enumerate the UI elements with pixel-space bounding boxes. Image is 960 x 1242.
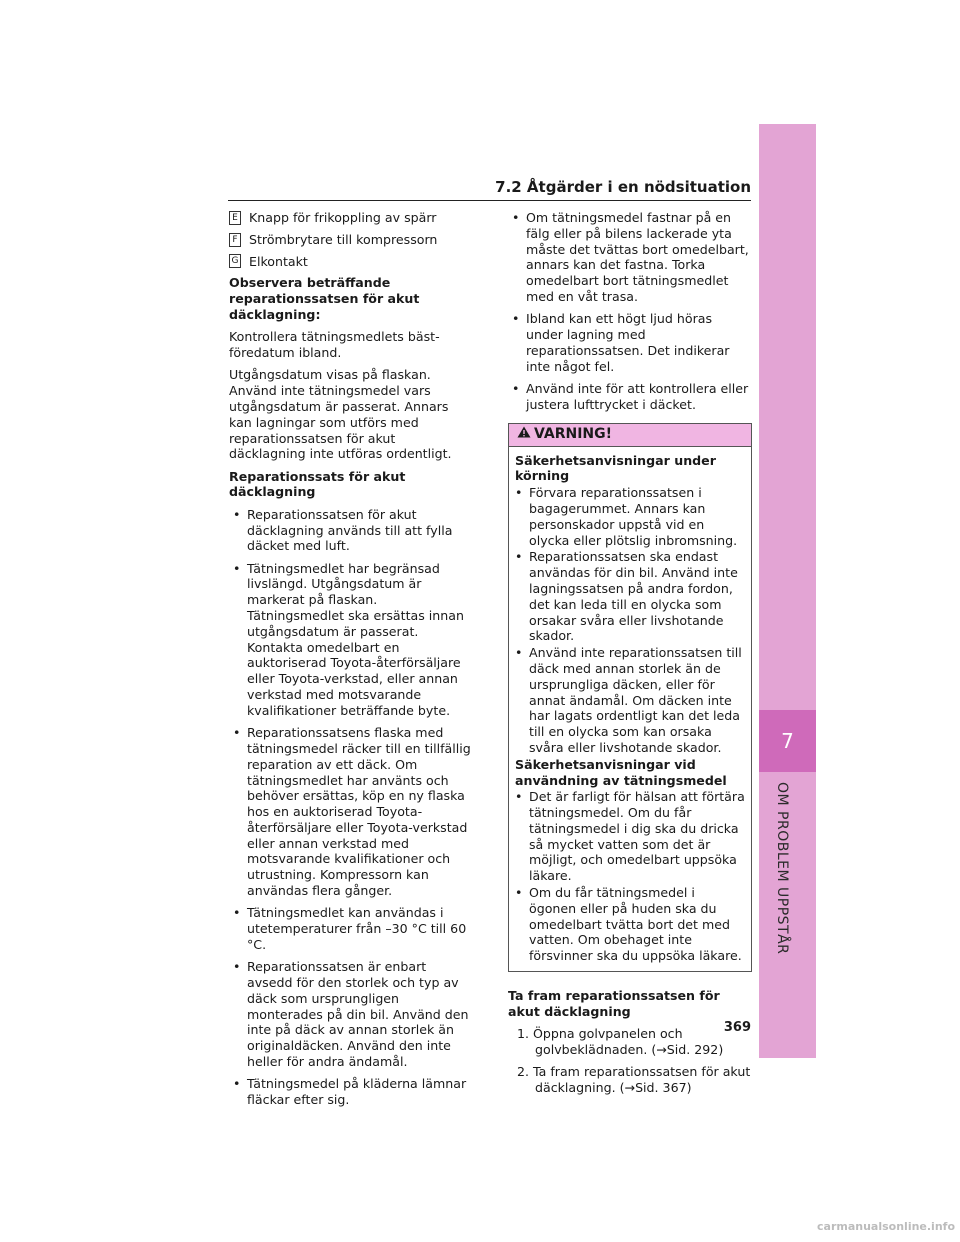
- warning-box: [508, 423, 752, 973]
- legend-text: Knapp för frikoppling av spärr: [249, 210, 437, 225]
- list-item: • Det är farligt för hälsan att förtära tätningsmedel. Om du får tätningsmedel i dig ska du dricka så mycket vatten som det är möjligt, och omedelbart uppsöka läkare.: [515, 789, 745, 884]
- step-item: 2. Ta fram reparationssatsen för akut däcklagning. (→Sid. 367): [517, 1064, 751, 1096]
- watermark: carmanualsonline.info: [817, 1220, 955, 1233]
- list-item: • Ibland kan ett högt ljud höras under lagning med reparationssatsen. Det indikerar inte något fel.: [508, 311, 752, 374]
- list-item: • Om tätningsmedel fastnar på en fälg eller på bilens lackerade yta måste det tvättas bort omedelbart, annars kan det fastna. Torka omedelbart bort tätningsmedlet med en våt trasa.: [508, 210, 752, 305]
- chapter-tab: [759, 710, 816, 772]
- list-item: • Använd inte för att kontrollera eller justera lufttrycket i däcket.: [508, 381, 752, 413]
- list-item: • Använd inte reparationssatsen till däck med annan storlek än de ursprungliga däcken, eller för annat ändamål. Om däcken inte har lagats ordentligt kan det leda till en olycka som kan orsaka svåra eller livshotande skador.: [515, 645, 745, 756]
- kit-bullet-list: [229, 507, 474, 1108]
- list-item: • Reparationssatsen är enbart avsedd för den storlek och typ av däck som ursprungligen monterades på din bil. Använd den inte på däck av annan storlek än originaldäcken. Använd den inte heller för andra ändamål.: [229, 959, 474, 1070]
- list-item: • Reparationssatsen ska endast användas för din bil. Använd inte lagningssatsen på andra fordon, det kan leda till en olycka som orsakar svåra eller livshotande skador.: [515, 549, 745, 644]
- warning-header: [509, 424, 751, 447]
- list-item: • Reparationssatsens flaska med tätningsmedel räcker till en tillfällig reparation av ett däck. Om tätningsmedlet har använts och behöver ersättas, köp en ny flaska hos en auktoriserad Toyota-återförsäljare eller Toyota-verkstad eller annan verkstad med motsvarande kvalifikationer och utrustning. Kompressorn kan användas flera gånger.: [229, 725, 474, 899]
- left-column: [229, 210, 474, 1114]
- legend-letter: F: [229, 233, 241, 247]
- note-heading: Observera beträffande reparationssatsen för akut däcklagning:: [229, 275, 420, 322]
- list-item: • Förvara reparationssatsen i bagagerummet. Annars kan personskador uppstå vid en olycka eller plötslig inbromsning.: [515, 485, 745, 548]
- step-item: 1. Öppna golvpanelen och golvbeklädnaden. (→Sid. 292): [517, 1026, 724, 1057]
- warning-triangle-icon: [517, 426, 531, 443]
- step-list: [508, 1026, 752, 1096]
- legend-item-f: [229, 232, 474, 248]
- warning-list: [515, 485, 745, 756]
- warning-title: VARNING!: [534, 425, 613, 442]
- chapter-label: OM PROBLEM UPPSTÅR: [774, 782, 790, 955]
- legend-letter: G: [229, 254, 241, 268]
- take-out-heading: Ta fram reparationssatsen för akut däcklagning: [508, 988, 720, 1019]
- page-number: 369: [723, 1020, 751, 1035]
- legend-item-g: [229, 254, 474, 270]
- section-header: 7.2 Åtgärder i en nödsituation: [228, 178, 751, 201]
- legend-letter: E: [229, 211, 241, 225]
- kit-heading: Reparationssats för akut däcklagning: [229, 468, 406, 500]
- right-column: [508, 210, 752, 1102]
- paragraph: Utgångsdatum visas på flaskan. Använd inte tätningsmedel vars utgångsdatum är passerat. Annars kan lagningar som utförs med reparationssatsen för akut däcklagning inte utföras ordentligt.: [229, 367, 452, 462]
- list-item: • Tätningsmedel på kläderna lämnar fläckar efter sig.: [229, 1076, 474, 1108]
- legend-text: Elkontakt: [249, 253, 308, 269]
- warning-section-heading: Säkerhetsanvisningar under körning: [515, 452, 716, 484]
- right-bullet-list: [508, 210, 752, 413]
- chapter-number: 7: [781, 729, 794, 753]
- list-item: • Om du får tätningsmedel i ögonen eller på huden ska du omedelbart tvätta bort det med vatten. Om obehaget inte försvinner ska du uppsöka läkare.: [515, 885, 745, 964]
- list-item: • Reparationssatsen för akut däcklagning används till att fylla däcket med luft.: [229, 507, 474, 554]
- list-item: • Tätningsmedlet har begränsad livslängd. Utgångsdatum är markerat på flaskan. Tätningsmedlet ska ersättas innan utgångsdatum är passerat. Kontakta omedelbart en auktoriserad Toyota-återförsäljare eller Toyota-verkstad, eller annan verkstad med motsvarande kvalifikationer beträffande byte.: [229, 561, 474, 719]
- list-item: • Tätningsmedlet kan användas i utetemperaturer från –30 °C till 60 °C.: [229, 905, 474, 952]
- warning-section-heading: Säkerhetsanvisningar vid användning av tätningsmedel: [515, 756, 727, 788]
- paragraph: Kontrollera tätningsmedlets bäst-föredatum ibland.: [229, 329, 440, 361]
- legend-text: Strömbrytare till kompressorn: [249, 231, 438, 247]
- legend-item-e: [229, 210, 474, 226]
- warning-list: [515, 789, 745, 964]
- warning-body: [509, 447, 751, 972]
